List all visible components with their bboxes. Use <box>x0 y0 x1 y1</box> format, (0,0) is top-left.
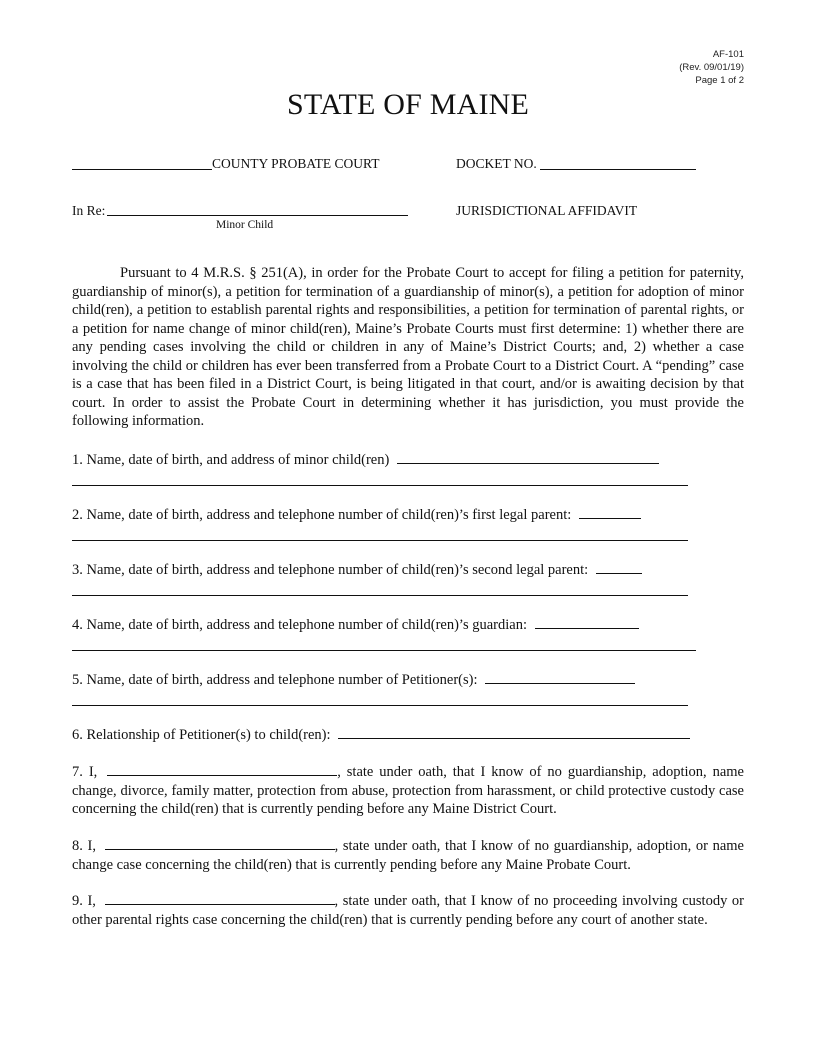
oath-8 <box>72 837 744 874</box>
question-2-text: 2. Name, date of birth, address and telephone number of child(ren)’s first legal parent: <box>72 507 572 523</box>
question-2-field[interactable] <box>579 506 641 519</box>
form-revision: (Rev. 09/01/19) <box>679 62 744 73</box>
page-number: Page 1 of 2 <box>695 75 744 86</box>
question-2 <box>72 506 744 525</box>
oath-9-text: , state under oath, that I know of no proceeding involving custody or other parental rights case concerning the child(ren) that is currently pending before any court of another state. <box>72 893 744 928</box>
question-6-field[interactable] <box>338 726 690 739</box>
question-1-text: 1. Name, date of birth, and address of minor child(ren) <box>72 452 390 468</box>
question-4-answer-line[interactable] <box>72 650 696 651</box>
oath-8-text: , state under oath, that I know of no guardianship, adoption, or name change case concerning the child(ren) that is currently pending before any Maine Probate Court. <box>72 838 744 873</box>
question-4-text: 4. Name, date of birth, address and telephone number of child(ren)’s guardian: <box>72 617 527 633</box>
question-5-field[interactable] <box>485 671 635 684</box>
document-title: JURISDICTIONAL AFFIDAVIT <box>456 203 638 218</box>
minor-child-name-field[interactable] <box>107 215 408 216</box>
oath-7 <box>72 763 744 819</box>
question-4 <box>72 616 744 635</box>
oath-7-name-field[interactable] <box>107 763 337 776</box>
question-5-answer-line[interactable] <box>72 705 688 706</box>
docket-label: DOCKET NO. <box>456 156 537 171</box>
form-identifier <box>679 48 744 87</box>
docket-number-field[interactable] <box>540 169 696 170</box>
form-code: AF-101 <box>712 49 744 60</box>
question-5-text: 5. Name, date of birth, address and telephone number of Petitioner(s): <box>72 672 478 688</box>
intro-paragraph: Pursuant to 4 M.R.S. § 251(A), in order for the Probate Court to accept for filing a petition for paternity, guardianship of minor(s), a petition for termination of a guardianship of minor(s), a petition for adoption of minor child(ren), a petition to establish parental rights and responsibilities, a petition for termination of parental rights, or a petition for name change of minor child(ren), Maine’s Probate Courts must first determine: 1) whether there are any pending cases involving the child or children in any of Maine’s District Courts; and, 2) whether a case involving the child or children has ever been transferred from a Probate Court to a District Court. A “pending” case is a case that has been filed in a District Court, is being litigated in that court, and/or is awaiting decision by that court. In order to assist the Probate Court in determining whether it has jurisdiction, you must provide the following information. <box>72 265 744 429</box>
county-name-field[interactable] <box>72 169 212 170</box>
question-1 <box>72 451 744 470</box>
question-1-answer-line[interactable] <box>72 485 688 486</box>
oath-8-prefix: 8. I, <box>72 838 96 854</box>
page-title: STATE OF MAINE <box>286 88 530 121</box>
question-3 <box>72 561 744 580</box>
question-2-answer-line[interactable] <box>72 540 688 541</box>
oath-7-prefix: 7. I, <box>72 764 98 780</box>
oath-8-name-field[interactable] <box>105 837 335 850</box>
oath-9-prefix: 9. I, <box>72 893 96 909</box>
minor-child-label: Minor Child <box>216 219 274 231</box>
question-5 <box>72 671 744 690</box>
question-6-text: 6. Relationship of Petitioner(s) to child(ren): <box>72 727 331 743</box>
question-6 <box>72 726 744 745</box>
question-4-field[interactable] <box>535 616 639 629</box>
question-3-answer-line[interactable] <box>72 595 688 596</box>
question-3-field[interactable] <box>596 561 642 574</box>
in-re-label: In Re: <box>72 203 106 218</box>
oath-7-text: , state under oath, that I know of no guardianship, adoption, name change, divorce, family matter, protection from abuse, protection from harassment, or child protective custody case concerning the child(ren) that is currently pending before any Maine District Court. <box>72 764 744 817</box>
question-3-text: 3. Name, date of birth, address and telephone number of child(ren)’s second legal parent: <box>72 562 589 578</box>
oath-9-name-field[interactable] <box>105 892 335 905</box>
oath-9 <box>72 892 744 929</box>
county-court-label: COUNTY PROBATE COURT <box>212 156 380 171</box>
question-1-field[interactable] <box>397 451 659 464</box>
